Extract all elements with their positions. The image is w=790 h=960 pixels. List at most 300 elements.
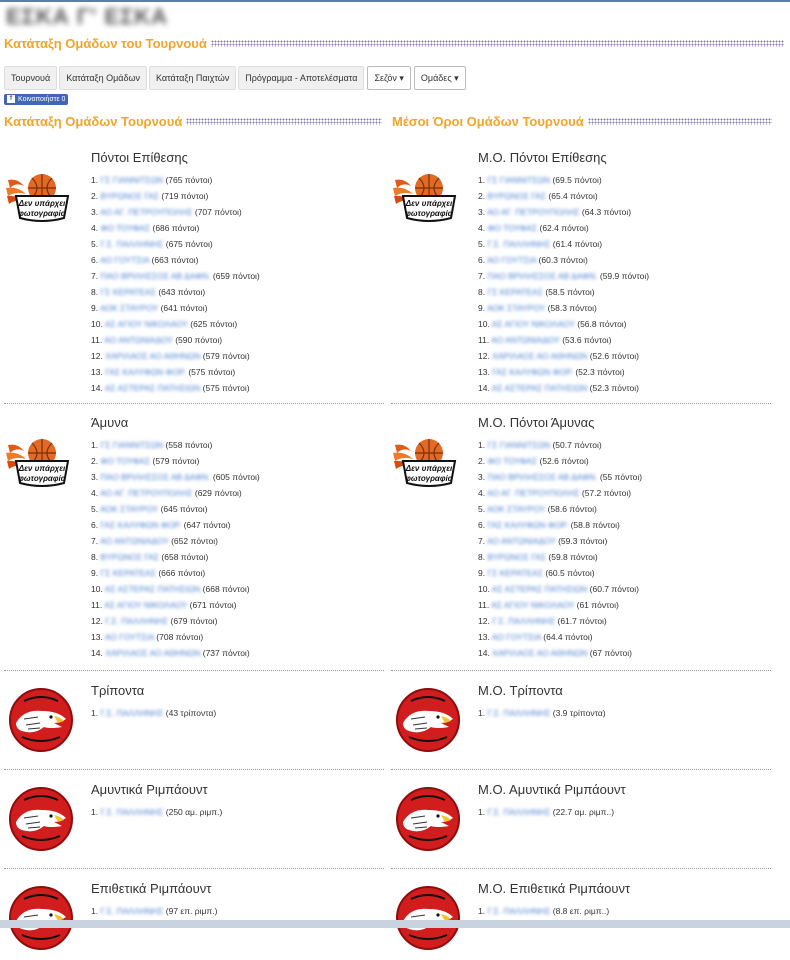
ranking-row — [478, 469, 642, 485]
rank-number: 12. — [91, 616, 103, 626]
rank-number: 9. — [91, 568, 99, 578]
ranking-row — [478, 645, 642, 661]
rank-number: 1. — [91, 906, 99, 916]
team-link[interactable]: ΓΑΣ ΚΑΛΥΦΩΝ ΦΟΡ. — [100, 520, 182, 530]
rank-number: 4. — [91, 488, 99, 498]
team-link[interactable]: ΑΟ ΑΓ. ΠΕΤΡΟΥΠΟΛΗΣ — [487, 488, 580, 498]
season-dropdown[interactable]: Σεζόν ▾ — [367, 66, 410, 90]
stat-value: (52.6 πόντοι) — [539, 456, 589, 466]
stat-value: (658 πόντοι) — [161, 552, 209, 562]
ranking-row — [478, 804, 614, 820]
stat-value: (590 πόντοι) — [175, 335, 223, 345]
team-link[interactable]: ΧΑΡΙΛΑΟΣ ΑΟ ΑΘΗΝΩΝ — [492, 648, 588, 658]
team-link[interactable]: ΑΟ ΑΝΤΩΝΙΑΔΟΥ — [487, 536, 556, 546]
stat-value: (575 πόντοι) — [188, 367, 236, 377]
stat-value: (652 πόντοι) — [171, 536, 218, 546]
stat-value: (62.4 πόντοι) — [539, 223, 589, 233]
stat-title: Μ.Ο. Πόντοι Επίθεσης — [478, 150, 607, 165]
team-link[interactable]: Γ.Σ. ΠΑΛΛΗΝΗΣ — [487, 807, 551, 817]
stat-title: Μ.Ο. Τρίποντα — [478, 683, 563, 698]
stat-value: (43 τρίποντα) — [165, 708, 217, 718]
stat-value: (52.3 πόντοι) — [589, 383, 639, 393]
ranking-row — [91, 380, 260, 396]
ranking-row — [478, 485, 642, 501]
rank-number: 4. — [478, 223, 486, 233]
ranking-row — [91, 236, 260, 252]
section-divider — [391, 670, 771, 671]
team-link[interactable]: ΓΑΣ ΚΑΛΥΦΩΝ ΦΟΡ. — [487, 520, 569, 530]
ranking-row — [91, 804, 222, 820]
rank-number: 6. — [478, 255, 486, 265]
stat-title: Άμυνα — [91, 415, 129, 430]
logo-caption-1: Δεν υπάρχει — [405, 464, 453, 473]
ranking-row — [478, 316, 649, 332]
ranking-row — [91, 188, 260, 204]
team-link[interactable]: Γ.Σ. ΠΑΛΛΗΝΗΣ — [100, 708, 164, 718]
logo-caption-2: φωτογραφία — [405, 474, 453, 483]
stat-value: (643 πόντοι) — [158, 287, 206, 297]
ranking-row — [478, 332, 649, 348]
ranking-row — [91, 268, 260, 284]
stat-value: (61 πόντοι) — [576, 600, 619, 610]
stat-value: (8.8 επ. ριμπ..) — [552, 906, 610, 916]
stat-value: (663 πόντοι) — [151, 255, 199, 265]
team-link[interactable]: ΒΥΡΩΝΟΣ ΓΑΣ — [100, 191, 160, 201]
section-divider — [391, 868, 771, 869]
left-column-header — [4, 114, 382, 129]
stat-value: (57.2 πόντοι) — [581, 488, 632, 498]
rank-number: 7. — [91, 271, 99, 281]
team-link[interactable]: Γ.Σ. ΠΑΛΛΗΝΗΣ — [487, 906, 551, 916]
team-link[interactable]: ΠΑΟ ΒΡΙΛΗΣΣΟΣ ΑΒ ΔΑΦΝ. — [100, 271, 211, 281]
stat-value: (58.8 πόντοι) — [570, 520, 620, 530]
section-divider — [391, 403, 771, 404]
no-photo-logo-icon — [4, 158, 78, 232]
ranking-row — [91, 284, 260, 300]
logo-caption-2: φωτογραφία — [405, 209, 453, 218]
rank-number: 1. — [478, 906, 486, 916]
ranking-row — [91, 565, 260, 581]
team-logo-eagle-icon — [4, 881, 78, 955]
tab-team-ranking[interactable]: Κατάταξη Ομάδων — [59, 66, 147, 90]
stat-value: (69.5 πόντοι) — [552, 175, 602, 185]
team-link[interactable]: ΓΣ ΓΙΑΝΝΙΤΣΩΝ — [100, 175, 164, 185]
ranking-row — [91, 172, 260, 188]
logo-caption-2: φωτογραφία — [18, 474, 66, 483]
ranking-row — [478, 300, 649, 316]
ranking-row — [478, 501, 642, 517]
rank-number: 8. — [478, 287, 486, 297]
stat-value: (579 πόντοι) — [152, 456, 200, 466]
team-link[interactable]: Γ.Σ. ΠΑΛΛΗΝΗΣ — [487, 239, 551, 249]
ranking-row — [91, 705, 216, 721]
ranking-row — [478, 437, 642, 453]
section-title: Κατάταξη Ομάδων του Τουρνουά — [4, 36, 207, 51]
ranking-row — [91, 204, 260, 220]
rank-number: 5. — [91, 239, 99, 249]
stat-title: Μ.Ο. Αμυντικά Ριμπάουντ — [478, 782, 626, 797]
ranking-row — [91, 629, 260, 645]
team-link[interactable]: ΠΑΟ ΒΡΙΛΗΣΣΟΣ ΑΒ ΔΑΦΝ. — [487, 271, 598, 281]
stat-value: (579 πόντοι) — [202, 351, 250, 361]
team-link[interactable]: ΑΟ ΑΓ. ΠΕΤΡΟΥΠΟΛΗΣ — [100, 488, 193, 498]
ranking-row — [91, 613, 260, 629]
ranking-row — [478, 613, 642, 629]
rank-number: 14. — [91, 383, 103, 393]
ranking-row — [478, 348, 649, 364]
team-link[interactable]: ΦΟ ΤΟΥΦΑΣ — [100, 456, 151, 466]
stat-value: (53.6 πόντοι) — [562, 335, 612, 345]
right-header-title: Μέσοι Όροι Ομάδων Τουρνουά — [392, 114, 584, 129]
stat-value: (64.4 πόντοι) — [543, 632, 593, 642]
rank-number: 3. — [478, 207, 486, 217]
team-logo-eagle-icon — [4, 683, 78, 757]
nav-tabs — [4, 66, 466, 90]
team-link[interactable]: ΦΟ ΤΟΥΦΑΣ — [487, 456, 538, 466]
team-link[interactable]: ΑΟΚ ΣΤΑΥΡΟΥ — [100, 504, 159, 514]
rank-number: 2. — [91, 191, 99, 201]
rank-number: 1. — [91, 708, 99, 718]
logo-caption-2: φωτογραφία — [18, 209, 66, 218]
team-logo-eagle-icon — [4, 782, 78, 856]
no-photo-logo-icon — [391, 423, 465, 497]
rank-number: 6. — [91, 255, 99, 265]
bottom-bar — [0, 920, 790, 928]
stat-value: (675 πόντοι) — [165, 239, 213, 249]
ranking-row — [478, 364, 649, 380]
stat-value: (686 πόντοι) — [152, 223, 200, 233]
stat-title: Επιθετικά Ριμπάουντ — [91, 881, 212, 896]
rank-number: 14. — [91, 648, 103, 658]
rank-number: 11. — [91, 600, 103, 610]
stat-value: (55 πόντοι) — [599, 472, 643, 482]
right-column-header — [392, 114, 772, 129]
rank-number: 10. — [478, 584, 490, 594]
rank-number: 14. — [478, 383, 490, 393]
logo-caption-1: Δεν υπάρχει — [18, 464, 66, 473]
stat-value: (58.3 πόντοι) — [547, 303, 597, 313]
rank-number: 1. — [478, 440, 486, 450]
ranking-list — [91, 804, 222, 820]
ranking-row — [478, 549, 642, 565]
rank-number: 1. — [91, 175, 99, 185]
stat-value: (629 πόντοι) — [194, 488, 242, 498]
ranking-list — [91, 903, 217, 919]
ranking-row — [478, 188, 649, 204]
stat-value: (737 πόντοι) — [202, 648, 250, 658]
teams-dropdown[interactable]: Ομάδες ▾ — [414, 66, 466, 90]
facebook-share-button[interactable] — [4, 94, 68, 105]
ranking-row — [478, 705, 606, 721]
team-logo-eagle-icon — [391, 881, 465, 955]
team-link[interactable]: ΑΣ ΑΓΙΟΥ ΝΙΚΟΛΑΟΥ — [491, 600, 575, 610]
rank-number: 3. — [91, 472, 99, 482]
ranking-row — [478, 533, 642, 549]
team-link[interactable]: ΑΟ ΓΟΥΤΣΙΑ — [104, 632, 154, 642]
stat-value: (647 πόντοι) — [183, 520, 231, 530]
team-link[interactable]: ΑΣ ΑΓΙΟΥ ΝΙΚΟΛΑΟΥ — [104, 600, 188, 610]
rank-number: 11. — [91, 335, 103, 345]
team-link[interactable]: ΠΑΟ ΒΡΙΛΗΣΣΟΣ ΑΒ ΔΑΦΝ. — [487, 472, 598, 482]
team-link[interactable]: ΑΟΚ ΣΤΑΥΡΟΥ — [100, 303, 159, 313]
ranking-row — [91, 645, 260, 661]
top-border — [0, 0, 790, 2]
team-link[interactable]: ΑΣ ΑΣΤΕΡΑΣ ΠΑΤΗΣΙΩΝ — [491, 584, 588, 594]
rank-number: 10. — [91, 319, 103, 329]
ranking-row — [91, 501, 260, 517]
stat-value: (575 πόντοι) — [202, 383, 250, 393]
team-link[interactable]: ΓΣ ΓΙΑΝΝΙΤΣΩΝ — [487, 440, 551, 450]
ranking-row — [91, 517, 260, 533]
rank-number: 7. — [91, 536, 99, 546]
stat-value: (52.6 πόντοι) — [589, 351, 640, 361]
logo-caption-1: Δεν υπάρχει — [18, 199, 66, 208]
rank-number: 1. — [478, 708, 486, 718]
team-link[interactable]: ΓΣ ΚΕΡΑΤΕΑΣ — [487, 287, 543, 297]
rank-number: 4. — [91, 223, 99, 233]
rank-number: 7. — [478, 536, 486, 546]
rank-number: 4. — [478, 488, 486, 498]
ranking-row — [91, 437, 260, 453]
tab-player-ranking[interactable]: Κατάταξη Παιχτών — [149, 66, 236, 90]
team-link[interactable]: ΑΟΚ ΣΤΑΥΡΟΥ — [487, 504, 546, 514]
ranking-list — [91, 437, 260, 661]
rank-number: 9. — [91, 303, 99, 313]
rank-number: 9. — [478, 303, 486, 313]
ranking-row — [478, 252, 649, 268]
rank-number: 10. — [91, 584, 103, 594]
ranking-row — [478, 204, 649, 220]
stat-title: Μ.Ο. Πόντοι Άμυνας — [478, 415, 595, 430]
team-link[interactable]: ΑΟ ΑΓ. ΠΕΤΡΟΥΠΟΛΗΣ — [100, 207, 193, 217]
rank-number: 12. — [91, 351, 103, 361]
stat-value: (56.8 πόντοι) — [577, 319, 627, 329]
ranking-row — [478, 517, 642, 533]
team-link[interactable]: ΑΟ ΓΟΥΤΣΙΑ — [487, 255, 537, 265]
stat-title: Πόντοι Επίθεσης — [91, 150, 188, 165]
ranking-row — [91, 332, 260, 348]
stat-value: (61.7 πόντοι) — [557, 616, 607, 626]
ranking-row — [91, 549, 260, 565]
ranking-list — [91, 172, 260, 396]
stat-value: (65.4 πόντοι) — [548, 191, 598, 201]
stat-value: (61.4 πόντοι) — [552, 239, 603, 249]
team-link[interactable]: Γ.Σ. ΠΑΛΛΗΝΗΣ — [105, 616, 169, 626]
header-dots — [186, 118, 382, 125]
team-link[interactable]: ΑΟΚ ΣΤΑΥΡΟΥ — [487, 303, 546, 313]
rank-number: 10. — [478, 319, 490, 329]
team-link[interactable]: ΑΟ ΑΓ. ΠΕΤΡΟΥΠΟΛΗΣ — [487, 207, 580, 217]
stat-value: (67 πόντοι) — [589, 648, 632, 658]
ranking-row — [478, 284, 649, 300]
rank-number: 5. — [478, 239, 486, 249]
rank-number: 13. — [478, 367, 490, 377]
team-link[interactable]: ΑΟ ΓΟΥΤΣΙΑ — [491, 632, 541, 642]
team-link[interactable]: ΑΣ ΑΣΤΕΡΑΣ ΠΑΤΗΣΙΩΝ — [491, 383, 588, 393]
team-link[interactable]: ΒΥΡΩΝΟΣ ΓΑΣ — [487, 552, 547, 562]
section-divider — [4, 670, 384, 671]
team-link[interactable]: ΧΑΡΙΛΑΟΣ ΑΟ ΑΘΗΝΩΝ — [105, 648, 201, 658]
team-link[interactable]: Γ.Σ. ΠΑΛΛΗΝΗΣ — [100, 906, 164, 916]
stat-value: (58.6 πόντοι) — [547, 504, 597, 514]
team-link[interactable]: ΒΥΡΩΝΟΣ ΓΑΣ — [100, 552, 160, 562]
no-photo-logo-icon — [4, 423, 78, 497]
team-logo-eagle-icon — [391, 782, 465, 856]
ranking-row — [478, 565, 642, 581]
ranking-row — [478, 629, 642, 645]
ranking-list — [478, 705, 606, 721]
stat-title: Αμυντικά Ριμπάουντ — [91, 782, 208, 797]
ranking-row — [478, 597, 642, 613]
rank-number: 8. — [91, 552, 99, 562]
team-link[interactable]: ΑΣ ΑΣΤΕΡΑΣ ΠΑΤΗΣΙΩΝ — [104, 584, 201, 594]
ranking-row — [91, 348, 260, 364]
rank-number: 2. — [478, 456, 486, 466]
section-divider — [4, 769, 384, 770]
logo-caption-1: Δεν υπάρχει — [405, 199, 453, 208]
tab-tournament[interactable]: Τουρνουά — [4, 66, 57, 90]
stat-value: (59.8 πόντοι) — [548, 552, 598, 562]
team-link[interactable]: ΠΑΟ ΒΡΙΛΗΣΣΟΣ ΑΒ ΔΑΦΝ. — [100, 472, 211, 482]
share-label: Κοινοποιήστε 0 — [18, 96, 66, 103]
stat-value: (97 επ. ριμπ.) — [165, 906, 218, 916]
ranking-row — [478, 453, 642, 469]
ranking-row — [91, 597, 260, 613]
stat-value: (558 πόντοι) — [165, 440, 213, 450]
stat-value: (641 πόντοι) — [160, 303, 208, 313]
stat-value: (250 αμ. ριμπ.) — [165, 807, 223, 817]
team-link[interactable]: ΒΥΡΩΝΟΣ ΓΑΣ — [487, 191, 547, 201]
stat-value: (625 πόντοι) — [190, 319, 238, 329]
team-link[interactable]: ΑΟ ΑΝΤΩΝΙΑΔΟΥ — [104, 335, 173, 345]
ranking-row — [91, 453, 260, 469]
tab-schedule-results[interactable]: Πρόγραμμα - Αποτελέσματα — [238, 66, 364, 90]
team-link[interactable]: ΧΑΡΙΛΑΟΣ ΑΟ ΑΘΗΝΩΝ — [492, 351, 588, 361]
ranking-list — [478, 437, 642, 661]
stat-value: (671 πόντοι) — [189, 600, 237, 610]
rank-number: 2. — [478, 191, 486, 201]
ranking-row — [91, 533, 260, 549]
stat-value: (64.3 πόντοι) — [581, 207, 632, 217]
rank-number: 1. — [478, 807, 486, 817]
team-link[interactable]: ΑΟ ΑΝΤΩΝΙΑΔΟΥ — [100, 536, 169, 546]
stat-title: Μ.Ο. Επιθετικά Ριμπάουντ — [478, 881, 631, 896]
ranking-row — [91, 252, 260, 268]
ranking-row — [91, 364, 260, 380]
rank-number: 7. — [478, 271, 486, 281]
team-link[interactable]: Γ.Σ. ΠΑΛΛΗΝΗΣ — [492, 616, 556, 626]
stat-value: (59.3 πόντοι) — [558, 536, 608, 546]
team-link[interactable]: ΑΣ ΑΣΤΕΡΑΣ ΠΑΤΗΣΙΩΝ — [104, 383, 201, 393]
ranking-list — [478, 172, 649, 396]
stat-value: (22.7 αμ. ριμπ..) — [552, 807, 615, 817]
ranking-row — [478, 903, 609, 919]
team-link[interactable]: ΦΟ ΤΟΥΦΑΣ — [100, 223, 151, 233]
team-link[interactable]: Γ.Σ. ΠΑΛΛΗΝΗΣ — [100, 239, 164, 249]
stat-value: (707 πόντοι) — [194, 207, 242, 217]
ranking-row — [478, 581, 642, 597]
no-photo-logo-icon — [391, 158, 465, 232]
ranking-row — [91, 903, 217, 919]
stat-value: (60.3 πόντοι) — [538, 255, 588, 265]
team-link[interactable]: ΑΣ ΑΓΙΟΥ ΝΙΚΟΛΑΟΥ — [491, 319, 575, 329]
team-link[interactable]: ΓΣ ΚΕΡΑΤΕΑΣ — [100, 568, 156, 578]
team-link[interactable]: ΓΑΣ ΚΑΛΥΦΩΝ ΦΟΡ. — [105, 367, 186, 377]
stat-value: (60.7 πόντοι) — [589, 584, 639, 594]
facebook-icon: f — [7, 95, 15, 103]
rank-number: 14. — [478, 648, 490, 658]
team-link[interactable]: ΓΑΣ ΚΑΛΥΦΩΝ ΦΟΡ. — [492, 367, 573, 377]
rank-number: 2. — [91, 456, 99, 466]
ranking-row — [91, 581, 260, 597]
rank-number: 1. — [478, 175, 486, 185]
team-link[interactable]: ΑΣ ΑΓΙΟΥ ΝΙΚΟΛΑΟΥ — [104, 319, 188, 329]
team-link[interactable]: ΑΟ ΑΝΤΩΝΙΑΔΟΥ — [491, 335, 560, 345]
stat-value: (58.5 πόντοι) — [545, 287, 595, 297]
ranking-list — [478, 804, 614, 820]
rank-number: 13. — [91, 632, 103, 642]
stat-value: (3.9 τρίποντα) — [552, 708, 606, 718]
team-link[interactable]: ΑΟ ΓΟΥΤΣΙΑ — [100, 255, 150, 265]
team-link[interactable]: ΧΑΡΙΛΑΟΣ ΑΟ ΑΘΗΝΩΝ — [105, 351, 201, 361]
team-link[interactable]: Γ.Σ. ΠΑΛΛΗΝΗΣ — [100, 807, 164, 817]
stat-value: (765 πόντοι) — [165, 175, 213, 185]
ranking-row — [478, 172, 649, 188]
ranking-row — [478, 220, 649, 236]
rank-number: 1. — [91, 440, 99, 450]
stat-value: (679 πόντοι) — [170, 616, 218, 626]
stat-title: Τρίποντα — [91, 683, 145, 698]
ranking-row — [478, 268, 649, 284]
rank-number: 8. — [91, 287, 99, 297]
rank-number: 3. — [91, 207, 99, 217]
stat-value: (659 πόντοι) — [212, 271, 260, 281]
rank-number: 5. — [91, 504, 99, 514]
team-link[interactable]: ΓΣ ΓΙΑΝΝΙΤΣΩΝ — [100, 440, 164, 450]
team-link[interactable]: ΓΣ ΚΕΡΑΤΕΑΣ — [487, 568, 543, 578]
left-header-title: Κατάταξη Ομάδων Τουρνουά — [4, 114, 183, 129]
ranking-list — [91, 705, 216, 721]
rank-number: 1. — [91, 807, 99, 817]
team-link[interactable]: Γ.Σ. ΠΑΛΛΗΝΗΣ — [487, 708, 551, 718]
stat-value: (666 πόντοι) — [158, 568, 206, 578]
team-link[interactable]: ΓΣ ΚΕΡΑΤΕΑΣ — [100, 287, 156, 297]
ranking-row — [91, 485, 260, 501]
stat-value: (60.5 πόντοι) — [545, 568, 595, 578]
stat-value: (50.7 πόντοι) — [552, 440, 602, 450]
rank-number: 11. — [478, 600, 490, 610]
rank-number: 13. — [91, 367, 103, 377]
ranking-row — [91, 220, 260, 236]
stat-value: (719 πόντοι) — [161, 191, 209, 201]
team-link[interactable]: ΓΣ ΓΙΑΝΝΙΤΣΩΝ — [487, 175, 551, 185]
stat-value: (605 πόντοι) — [212, 472, 260, 482]
section-header — [4, 36, 784, 51]
ranking-row — [478, 236, 649, 252]
team-link[interactable]: ΦΟ ΤΟΥΦΑΣ — [487, 223, 538, 233]
ranking-list — [478, 903, 609, 919]
stat-value: (59.9 πόντοι) — [599, 271, 650, 281]
header-dots — [211, 40, 784, 47]
rank-number: 12. — [478, 616, 490, 626]
stat-value: (645 πόντοι) — [160, 504, 208, 514]
stat-value: (668 πόντοι) — [202, 584, 250, 594]
header-dots — [588, 118, 772, 125]
stat-value: (52.3 πόντοι) — [575, 367, 625, 377]
section-divider — [4, 403, 384, 404]
ranking-row — [91, 300, 260, 316]
rank-number: 5. — [478, 504, 486, 514]
